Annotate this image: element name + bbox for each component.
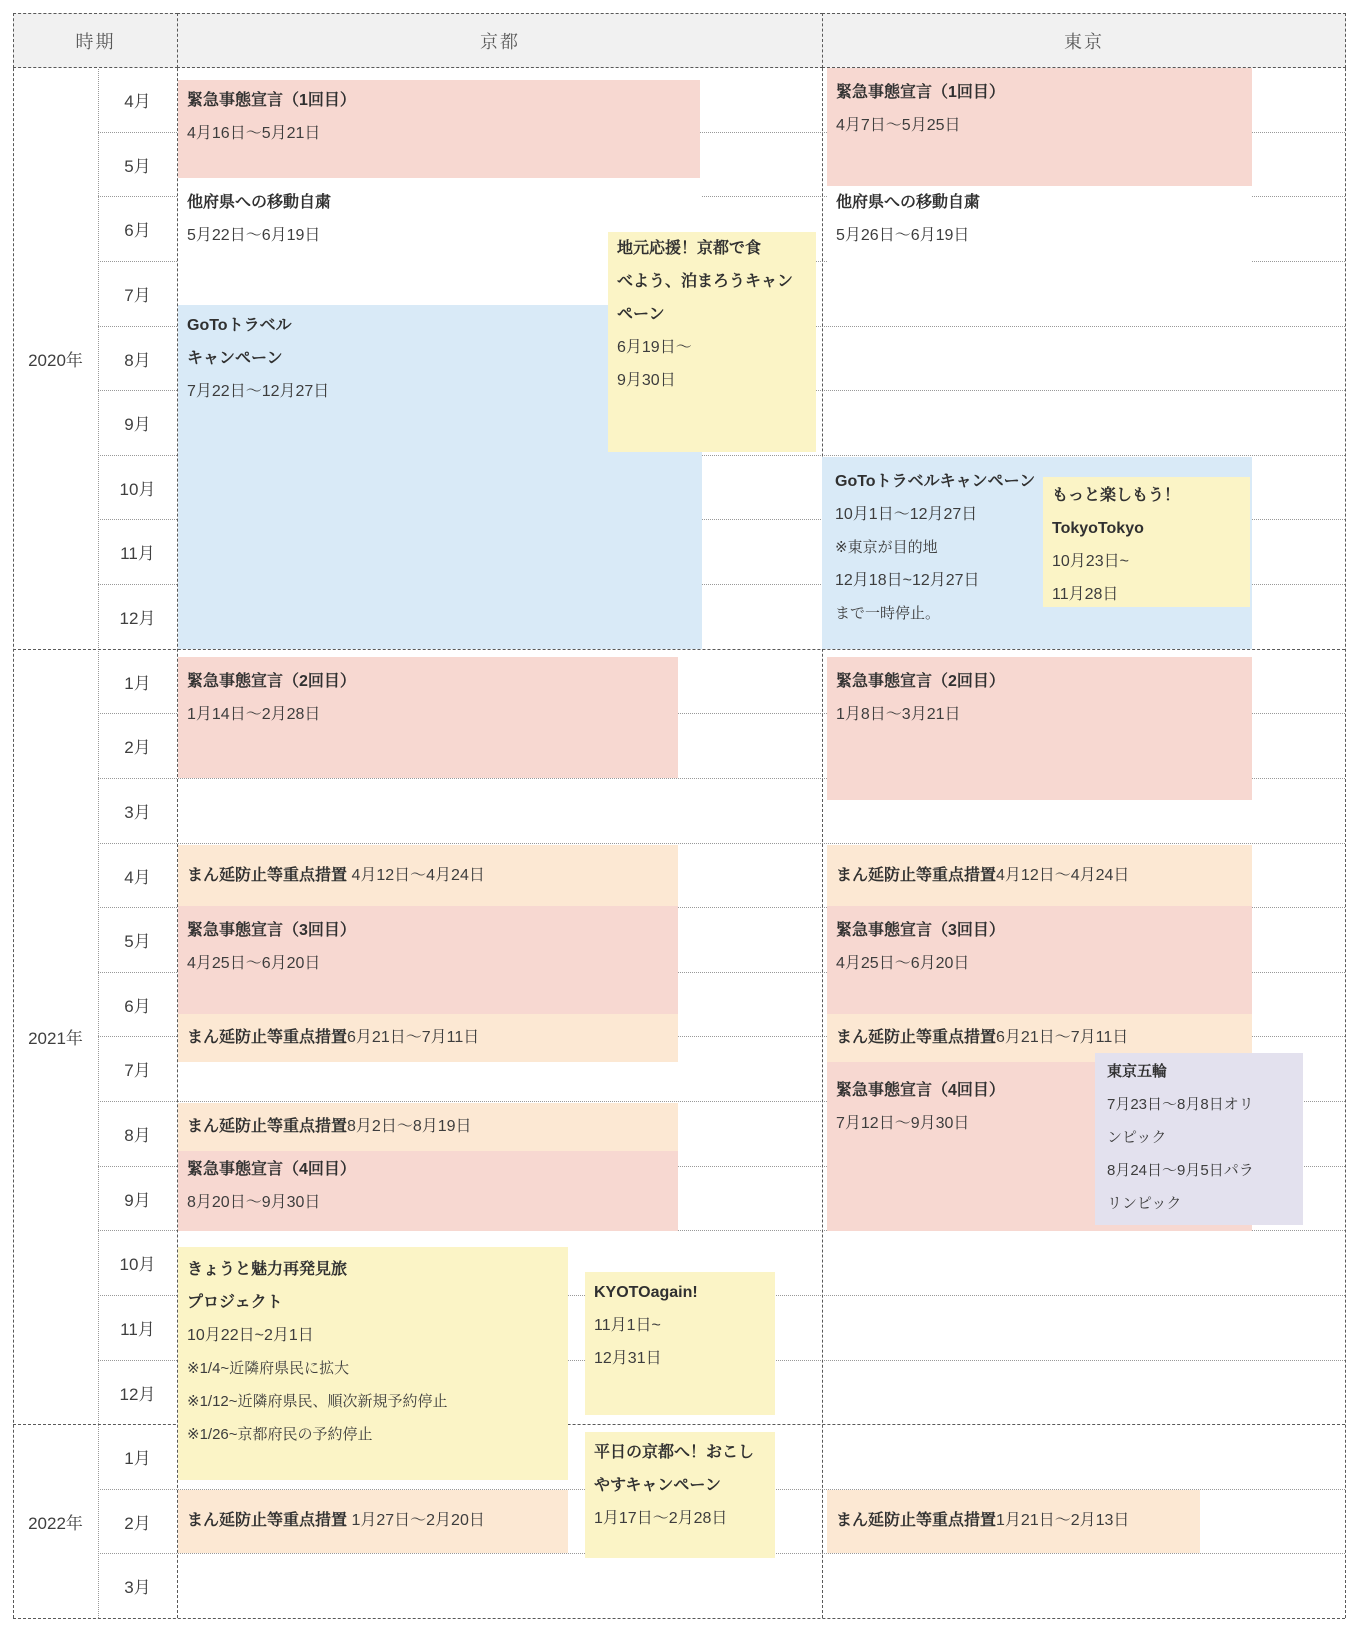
event-block-kyoto-priority-3 (178, 1103, 678, 1151)
event-block-kyoto-priority-2 (178, 1014, 678, 1062)
event-block-kyoto-emergency-4 (178, 1151, 678, 1231)
month-cell: 12月 (119, 609, 156, 628)
event-text-line: ※1/4~近隣府県民に拡大 (187, 1360, 350, 1377)
event-text-line: きょうと魅力再発見旅 (187, 1261, 348, 1278)
event-text-line: 12月31日 (594, 1350, 662, 1367)
month-cell: 8月 (124, 350, 151, 370)
event-text-line: まん延防止等重点措置4月12日～4月24日 (836, 867, 1130, 884)
event-text-line: 緊急事態宣言（2回目） (187, 673, 356, 690)
event-block-tokyo-emergency-3 (827, 906, 1252, 1014)
month-cell: 4月 (124, 92, 151, 111)
event-text-line: プロジェクト (187, 1294, 283, 1311)
event-block-kyoto-again-campaign (585, 1272, 775, 1415)
event-block-kyoto-emergency-1 (178, 80, 700, 178)
event-text-line: やすキャンペーン (594, 1477, 722, 1494)
month-cell: 1月 (124, 673, 151, 693)
event-text-line: 9月30日 (617, 372, 676, 389)
event-text-line: キャンペーン (187, 350, 283, 367)
event-text-line: もっと楽しもう！ (1052, 487, 1181, 504)
event-text-line: 他府県への移動自粛 (187, 194, 332, 211)
event-text-line: 緊急事態宣言（3回目） (187, 922, 356, 939)
event-text-line: 1月14日～2月28日 (187, 706, 321, 723)
header-tokyo: 東京 (822, 13, 1346, 68)
event-text-line: まん延防止等重点措置6月21日～7月11日 (187, 1029, 480, 1046)
month-cell: 4月 (124, 867, 151, 887)
event-text-line: 1月17日～2月28日 (594, 1510, 728, 1527)
event-text-line: TokyoTokyo (1052, 520, 1144, 537)
event-block-kyoto-priority-1 (178, 845, 678, 906)
event-text-line: 1月8日～3月21日 (836, 706, 961, 723)
table-bottom-border (13, 1618, 1345, 1619)
month-cell: 5月 (124, 156, 151, 176)
month-cell: 7月 (124, 286, 151, 305)
event-text-line: 7月22日～12月27日 (187, 383, 330, 400)
event-text-line: 緊急事態宣言（3回目） (836, 922, 1005, 939)
month-cell: 9月 (124, 1190, 151, 1210)
event-text-line: ※東京が目的地 (835, 539, 938, 556)
event-text-line: 緊急事態宣言（1回目） (836, 84, 1005, 101)
event-block-tokyo-tokyotokyo-campaign (1043, 477, 1250, 607)
month-divider-line (98, 843, 1345, 844)
event-block-kyoto-emergency-2 (178, 657, 678, 778)
event-text-line: GoToトラベル (187, 317, 292, 334)
event-text-line: 5月26日～6月19日 (836, 227, 970, 244)
event-text-line: まん延防止等重点措置6月21日～7月11日 (836, 1029, 1129, 1046)
event-text-line: 8月20日～9月30日 (187, 1194, 321, 1211)
event-text-line: ンピック (1107, 1129, 1167, 1146)
header-time-period: 時期 (13, 13, 178, 68)
event-text-line: 4月7日～5月25日 (836, 117, 961, 134)
month-cell: 8月 (124, 1126, 151, 1145)
event-text-line: 8月24日～9月5日パラ (1107, 1162, 1254, 1179)
event-block-tokyo-emergency-1 (827, 68, 1252, 186)
year-cell: 2022年 (28, 1513, 83, 1533)
event-text-line: 5月22日～6月19日 (187, 227, 321, 244)
event-text-line: 他府県への移動自粛 (836, 194, 981, 211)
event-text-line: 4月16日～5月21日 (187, 125, 321, 142)
year-cell: 2020年 (28, 350, 83, 370)
event-text-line: ※1/12~近隣府県民、順次新規予約停止 (187, 1393, 448, 1410)
event-text-line: 緊急事態宣言（2回目） (836, 673, 1005, 690)
month-cell: 6月 (124, 221, 151, 240)
kyoto-tokyo-divider (822, 13, 823, 1618)
event-text-line: 11月1日~ (594, 1317, 661, 1334)
event-text-line: 緊急事態宣言（4回目） (187, 1161, 356, 1178)
event-block-kyoto-weekday-campaign (585, 1432, 775, 1558)
event-text-line: まん延防止等重点措置 1月27日～2月20日 (187, 1512, 485, 1529)
year-divider-line (13, 649, 1345, 650)
event-text-line: 10月22日~2月1日 (187, 1327, 314, 1344)
month-cell: 1月 (124, 1449, 151, 1468)
event-text-line: 平日の京都へ！おこし (594, 1444, 755, 1461)
event-text-line: まん延防止等重点措置8月2日～8月19日 (187, 1118, 472, 1135)
month-cell: 3月 (124, 803, 151, 822)
event-block-kyoto-rediscovery-campaign (178, 1247, 568, 1480)
header-kyoto: 京都 (177, 13, 823, 68)
event-text-line: 7月12日～9月30日 (836, 1115, 970, 1132)
event-text-line: 11月28日 (1052, 586, 1119, 603)
month-cell: 10月 (119, 1255, 156, 1274)
event-text-line: べよう、泊まろうキャン (617, 273, 794, 290)
event-text-line: リンピック (1107, 1195, 1182, 1212)
event-text-line: 4月25日～6月20日 (187, 955, 321, 972)
month-cell: 11月 (120, 1320, 155, 1339)
event-block-kyoto-local-support-campaign (608, 232, 816, 452)
event-text-line: KYOTOagain! (594, 1284, 698, 1301)
month-cell: 5月 (124, 932, 151, 951)
event-text-line: まん延防止等重点措置 4月12日～4月24日 (187, 867, 485, 884)
event-text-line: 緊急事態宣言（1回目） (187, 92, 356, 109)
month-cell: 3月 (124, 1578, 151, 1597)
event-text-line: 緊急事態宣言（4回目） (836, 1082, 1005, 1099)
event-text-line: 7月23日～8月8日オリ (1107, 1096, 1254, 1113)
month-cell: 2月 (124, 738, 151, 757)
month-cell: 11月 (120, 544, 155, 563)
event-block-kyoto-emergency-3 (178, 906, 678, 1014)
event-block-tokyo-emergency-2 (827, 657, 1252, 800)
event-text-line: 6月19日～ (617, 339, 692, 356)
event-text-line: まん延防止等重点措置1月21日～2月13日 (836, 1512, 1130, 1529)
year-cell: 2021年 (28, 1029, 83, 1048)
month-cell: 7月 (124, 1061, 151, 1080)
event-block-tokyo-olympics (1095, 1053, 1303, 1225)
event-text-line: GoToトラベルキャンペーン (835, 473, 1036, 490)
event-text-line: 10月23日~ (1052, 553, 1129, 570)
month-cell: 9月 (124, 415, 151, 434)
event-block-tokyo-priority-1 (827, 845, 1252, 906)
month-cell: 6月 (124, 996, 151, 1016)
event-text-line: 4月25日～6月20日 (836, 955, 970, 972)
event-text-line: ※1/26~京都府民の予約停止 (187, 1426, 373, 1443)
table-right-border (1345, 13, 1346, 1618)
event-text-line: ペーン (617, 306, 665, 323)
event-text-line: 地元応援！京都で食 (617, 240, 762, 257)
month-cell: 12月 (119, 1384, 156, 1404)
event-text-line: 東京五輪 (1107, 1063, 1168, 1080)
event-block-tokyo-travel-restraint (827, 186, 1252, 314)
event-text-line: 12月18日~12月27日 (835, 572, 980, 589)
month-cell: 2月 (124, 1513, 151, 1533)
event-block-tokyo-priority-3 (827, 1490, 1200, 1553)
month-cell: 10月 (119, 479, 156, 499)
event-text-line: まで一時停止。 (835, 605, 941, 622)
event-text-line: 10月1日～12月27日 (835, 506, 978, 523)
event-block-kyoto-priority-4 (178, 1490, 568, 1553)
